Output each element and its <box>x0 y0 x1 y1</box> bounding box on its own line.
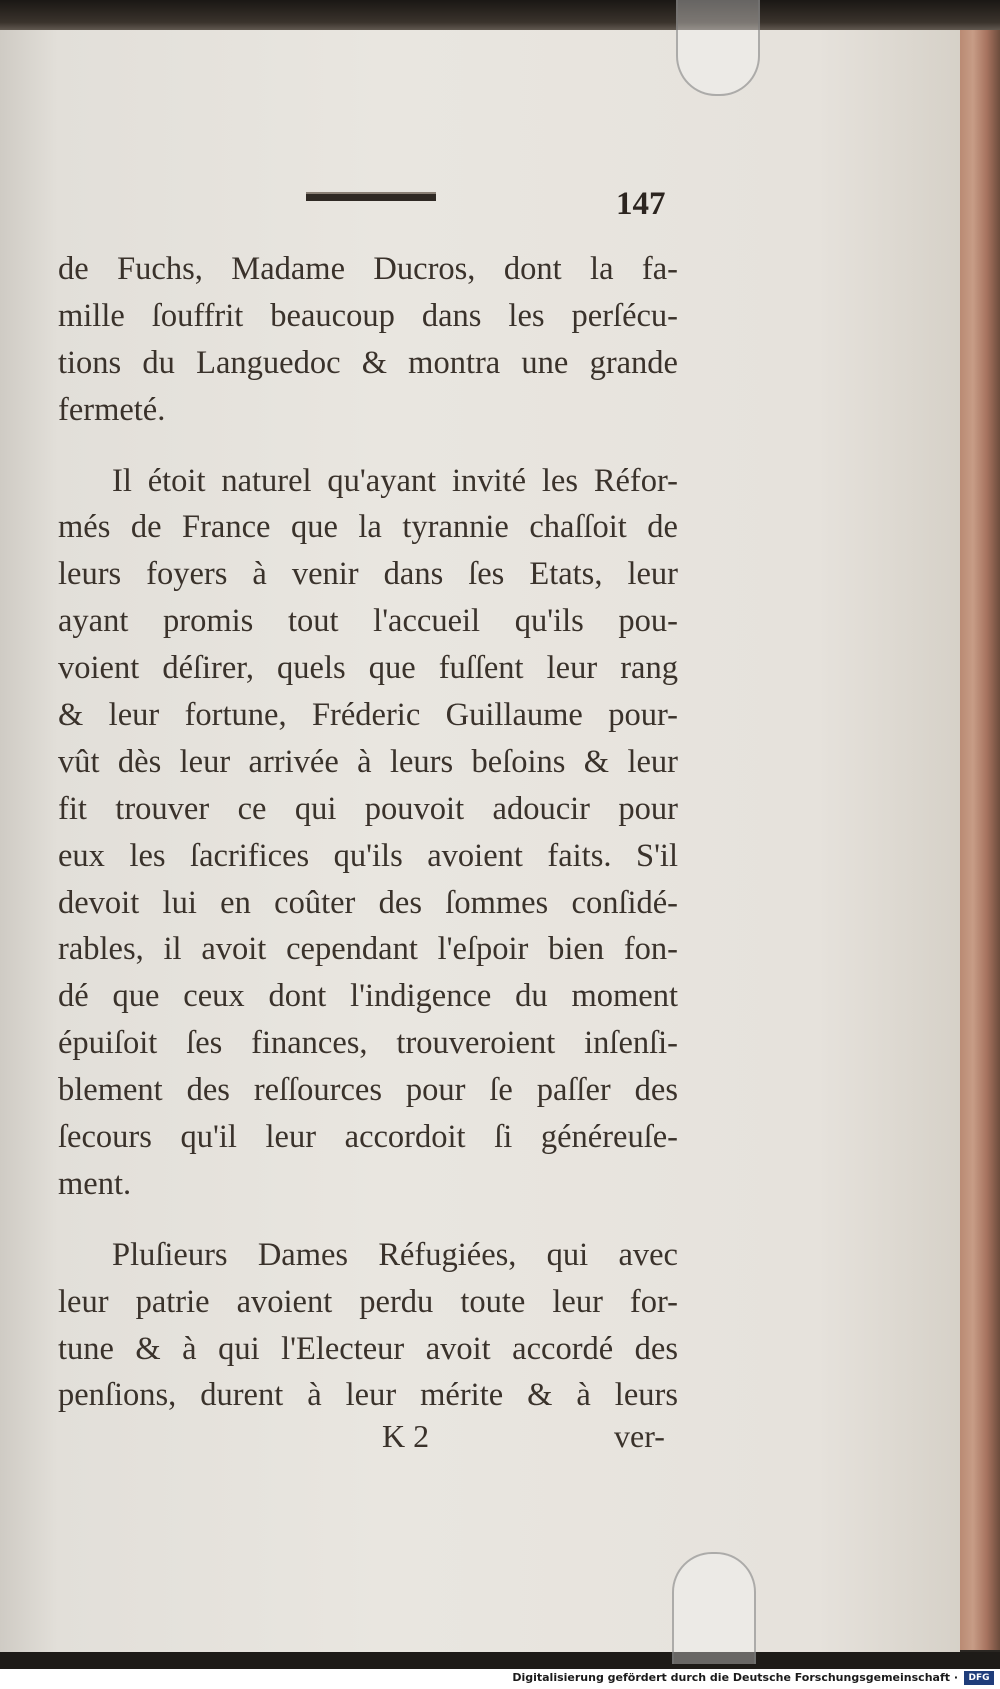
text-line: & leur fortune, Fréderic Guillaume pour- <box>58 697 678 734</box>
paragraph <box>58 246 678 434</box>
text-line: rables, il avoit cependant l'eſpoir bien fon- <box>58 931 678 968</box>
header-ornament-rule <box>306 192 436 201</box>
paragraph <box>58 1232 678 1420</box>
text-line: leurs foyers à venir dans ſes Etats, leur <box>58 556 678 593</box>
catchword: ver- <box>614 1418 665 1454</box>
scan-bottom-border <box>0 1652 1000 1669</box>
scan-top-border <box>0 0 1000 32</box>
text-line: més de France que la tyrannie chaſſoit de <box>58 509 678 546</box>
text-line: eux les ſacrifices qu'ils avoient faits. S'il <box>58 837 678 874</box>
text-line: fermeté. <box>58 391 166 428</box>
body-text <box>58 246 678 1419</box>
text-line: penſions, durent à leur mérite & à leurs <box>58 1377 678 1414</box>
signature-mark: K 2 <box>382 1418 430 1454</box>
text-line: devoit lui en coûter des ſommes conſidé- <box>58 884 678 921</box>
text-line: tions du Languedoc & montra une grande <box>58 344 678 381</box>
digitization-credit: Digitalisierung gefördert durch die Deutsche Forschungsgemeinschaft · <box>512 1671 958 1684</box>
text-line: ayant promis tout l'accueil qu'ils pou- <box>58 603 678 640</box>
text-line: vût dès leur arrivée à leurs beſoins & leur <box>58 743 678 780</box>
dfg-logo: DFG <box>964 1671 994 1685</box>
text-line: fit trouver ce qui pouvoit adoucir pour <box>58 790 678 827</box>
text-line: mille ſouffrit beaucoup dans les perſécu- <box>58 297 678 334</box>
text-line: ment. <box>58 1165 132 1202</box>
text-line: dé que ceux dont l'indigence du moment <box>58 978 678 1015</box>
text-line: tune & à qui l'Electeur avoit accordé des <box>58 1330 678 1367</box>
text-line: blement des reſſources pour ſe paſſer des <box>58 1072 678 1109</box>
text-line: de Fuchs, Madame Ducros, dont la fa- <box>58 251 678 287</box>
text-line: Pluſieurs Dames Réfugiées, qui avec <box>112 1236 678 1273</box>
text-line: Il étoit naturel qu'ayant invité les Réfor- <box>112 462 678 499</box>
text-line: leur patrie avoient perdu toute leur for- <box>58 1283 678 1320</box>
page-clip-top <box>676 0 760 96</box>
page-number: 147 <box>616 186 666 222</box>
page-edges <box>955 30 1000 1650</box>
text-line: épuiſoit ſes finances, trouveroient inſenſi- <box>58 1025 678 1062</box>
paragraph <box>58 458 678 1208</box>
page-clip-bottom <box>672 1552 756 1664</box>
text-line: voient déſirer, quels que fuſſent leur rang <box>58 650 678 687</box>
text-line: ſecours qu'il leur accordoit ſi généreuſe- <box>58 1119 678 1156</box>
